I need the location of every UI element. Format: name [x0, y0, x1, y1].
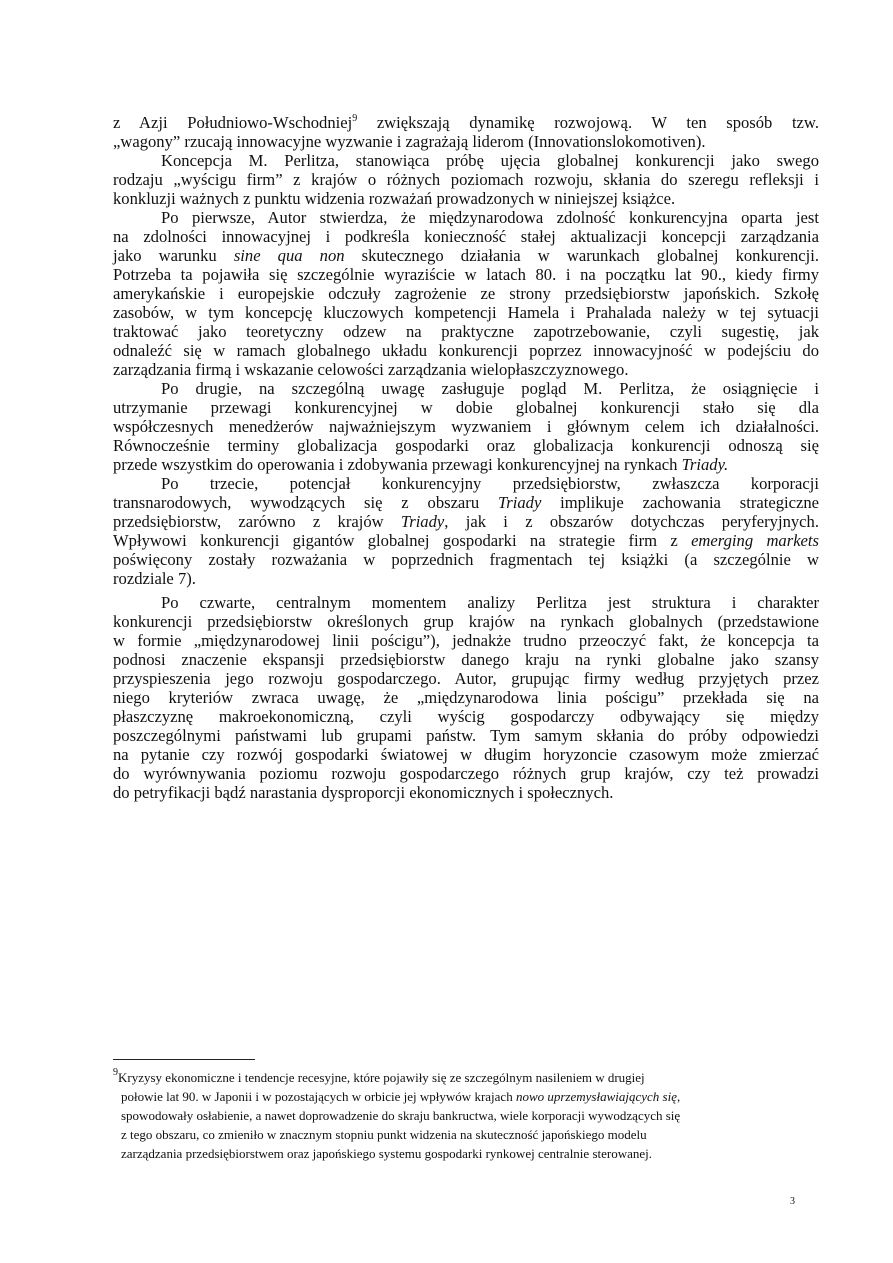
text-run: na zdolności innowacyjnej i podkreśla konieczność stałej aktualizacji koncepcji zarządzania — [113, 227, 819, 246]
text-line — [113, 151, 819, 170]
footnote-line — [113, 1106, 773, 1125]
paragraph — [113, 113, 819, 151]
text-run: Po trzecie, potencjał konkurencyjny przedsiębiorstw, zwłaszcza korporacji — [161, 474, 819, 493]
body-text — [113, 113, 819, 802]
text-run: spowodowały osłabienie, a nawet doprowadzenie do skraju bankructwa, wiele korporacji wywodzących się — [121, 1108, 681, 1123]
text-line — [113, 593, 819, 612]
page-number: 3 — [790, 1196, 795, 1207]
text-run: Potrzeba ta pojawiła się szczególnie wyraziście w latach 80. i na początku lat 90., kiedy firmy — [113, 265, 819, 284]
text-line — [113, 322, 819, 341]
text-run: Po drugie, na szczególną uwagę zasługuje pogląd M. Perlitza, że osiągnięcie i — [161, 379, 819, 398]
text-line — [113, 669, 819, 688]
text-line — [113, 783, 819, 802]
paragraph — [113, 379, 819, 474]
text-run: przede wszystkim do operowania i zdobywania przewagi konkurencyjnej na rynkach — [113, 455, 682, 474]
text-run: rodzaju „wyścigu firm” z krajów o różnych poziomach rozwoju, skłania do szeregu refleksji i — [113, 170, 819, 189]
text-line — [113, 745, 819, 764]
text-line — [113, 612, 819, 631]
italic-text: Triady. — [681, 455, 729, 474]
text-line — [113, 493, 819, 512]
text-run: jako warunku — [113, 246, 234, 265]
paragraph — [113, 593, 819, 802]
text-line — [113, 284, 819, 303]
text-run: przyspieszenia jego rozwoju gospodarczego. Autor, grupując firmy według przyjętych przez — [113, 669, 819, 688]
text-line — [113, 208, 819, 227]
text-run: z Azji Południowo-Wschodniej — [113, 113, 353, 132]
text-line — [113, 688, 819, 707]
text-line — [113, 379, 819, 398]
paragraph — [113, 151, 819, 208]
text-line — [113, 398, 819, 417]
text-line — [113, 512, 819, 531]
text-run: do wyrównywania poziomu rozwoju gospodarczego różnych grup krajów, czy też prowadzi — [113, 764, 819, 783]
italic-text: Triady — [400, 512, 445, 531]
text-line — [113, 265, 819, 284]
footnote-line — [113, 1144, 773, 1163]
text-line — [113, 569, 819, 588]
text-run: konkluzji ważnych z punktu widzenia rozważań prowadzonych w niniejszej książce. — [113, 189, 676, 208]
text-run: przedsiębiorstw, zarówno z krajów — [113, 512, 401, 531]
text-run: , — [677, 1089, 681, 1104]
footnote — [113, 1068, 773, 1163]
text-run: rozdziale 7). — [113, 569, 196, 588]
text-line — [113, 764, 819, 783]
text-run: na pytanie czy rozwój gospodarki światowej w długim horyzoncie czasowym może zmierzać — [113, 745, 819, 764]
text-line — [113, 132, 819, 151]
text-line — [113, 650, 819, 669]
text-line — [113, 707, 819, 726]
text-run: połowie lat 90. w Japonii i w pozostających w orbicie jej wpływów krajach — [121, 1089, 516, 1104]
text-run: w formie „międzynarodowej linii pościgu”), jednakże trudno przeoczyć fakt, że koncepcja ta — [113, 631, 819, 650]
text-run: zarządzania firmą i wskazanie celowości zarządzania wielopłaszczyznowego. — [113, 360, 629, 379]
footnote-reference: 9 — [113, 1067, 118, 1078]
text-run: „wagony” rzucają innowacyjne wyzwanie i zagrażają liderom (Innovationslokomotiven). — [113, 132, 706, 151]
text-run: konkurencji przedsiębiorstw określonych grup krajów na rynkach globalnych (przedstawione — [113, 612, 819, 631]
text-run: Wpływowi konkurencji gigantów globalnej gospodarki na strategie firm z — [113, 531, 692, 550]
text-run: utrzymanie przewagi konkurencyjnej w dobie globalnej konkurencji stało się dla — [113, 398, 819, 417]
text-line — [113, 436, 819, 455]
footnote-reference: 9 — [352, 113, 358, 124]
text-line — [113, 113, 819, 132]
italic-text: Triady — [497, 493, 542, 512]
text-line — [113, 455, 819, 474]
text-run: płaszczyznę makroekonomiczną, czyli wyścig gospodarczy odbywający się między — [113, 707, 819, 726]
text-line — [113, 227, 819, 246]
text-line — [113, 189, 819, 208]
text-line — [113, 246, 819, 265]
italic-text: nowo uprzemysławiających się — [515, 1089, 677, 1104]
text-run: współczesnych menedżerów najważniejszym wyzwaniem i głównym celem ich działalności. — [113, 417, 819, 436]
italic-text: emerging markets — [691, 531, 819, 550]
text-line — [113, 631, 819, 650]
text-run: do petryfikacji bądź narastania dysproporcji ekonomicznych i społecznych. — [113, 783, 614, 802]
text-line — [113, 417, 819, 436]
text-run: Kryzysy ekonomiczne i tendencje recesyjne, które pojawiły się ze szczególnym nasileniem w drugiej — [118, 1070, 645, 1085]
text-run: poświęcony zostały rozważania w poprzednich fragmentach tej książki (a szczególnie w — [113, 550, 819, 569]
italic-text: sine qua non — [233, 246, 345, 265]
text-run: Równocześnie terminy globalizacja gospodarki oraz globalizacja konkurencji odnoszą się — [113, 436, 819, 455]
text-run: Koncepcja M. Perlitza, stanowiąca próbę ujęcia globalnej konkurencji jako swego — [161, 151, 819, 170]
text-run: amerykańskie i europejskie odczuły zagrożenie ze strony przedsiębiorstw japońskich. Szkołę — [113, 284, 819, 303]
footnote-line — [113, 1125, 773, 1144]
text-run: implikuje zachowania strategiczne — [541, 493, 819, 512]
paragraph — [113, 474, 819, 588]
text-line — [113, 170, 819, 189]
text-line — [113, 341, 819, 360]
text-line — [113, 474, 819, 493]
text-run: zasobów, w tym koncepcję kluczowych kompetencji Hamela i Prahalada należy w tej sytuacji — [113, 303, 819, 322]
text-line — [113, 550, 819, 569]
text-run: transnarodowych, wywodzących się z obszaru — [113, 493, 498, 512]
text-run: niego kryteriów zwraca uwagę, że „międzynarodowa linia pościgu” przekłada się na — [113, 688, 819, 707]
text-run: poszczególnymi państwami lub grupami państw. Tym samym skłania do próby odpowiedzi — [113, 726, 819, 745]
text-run: z tego obszaru, co zmieniło w znacznym stopniu punkt widzenia na skuteczność japońskiego modelu — [121, 1127, 647, 1142]
text-run: skutecznego działania w warunkach globalnej konkurencji. — [344, 246, 819, 265]
text-run: Po pierwsze, Autor stwierdza, że międzynarodowa zdolność konkurencyjna oparta jest — [161, 208, 819, 227]
text-run: Po czwarte, centralnym momentem analizy Perlitza jest struktura i charakter — [161, 593, 819, 612]
text-run: zarządzania przedsiębiorstwem oraz japońskiego systemu gospodarki rynkowej centralnie sterowanej. — [121, 1146, 653, 1161]
text-run: odnaleźć się w ramach globalnego układu konkurencji poprzez innowacyjność w podejściu do — [113, 341, 819, 360]
footnote-line — [113, 1068, 773, 1087]
paragraph — [113, 208, 819, 379]
footnote-line — [113, 1087, 773, 1106]
text-run: , jak i z obszarów dotychczas peryferyjnych. — [444, 512, 819, 531]
footnote-separator — [113, 1059, 255, 1060]
text-line — [113, 726, 819, 745]
text-run: traktować jako teoretyczny odzew na praktyczne zapotrzebowanie, czyli sugestię, jak — [113, 322, 819, 341]
text-run: zwiększają dynamikę rozwojową. W ten sposób tzw. — [357, 113, 819, 132]
text-line — [113, 303, 819, 322]
text-line — [113, 531, 819, 550]
text-line — [113, 360, 819, 379]
text-run: podnosi znaczenie ekspansji przedsiębiorstw danego kraju na rynki globalne jako szansy — [113, 650, 819, 669]
